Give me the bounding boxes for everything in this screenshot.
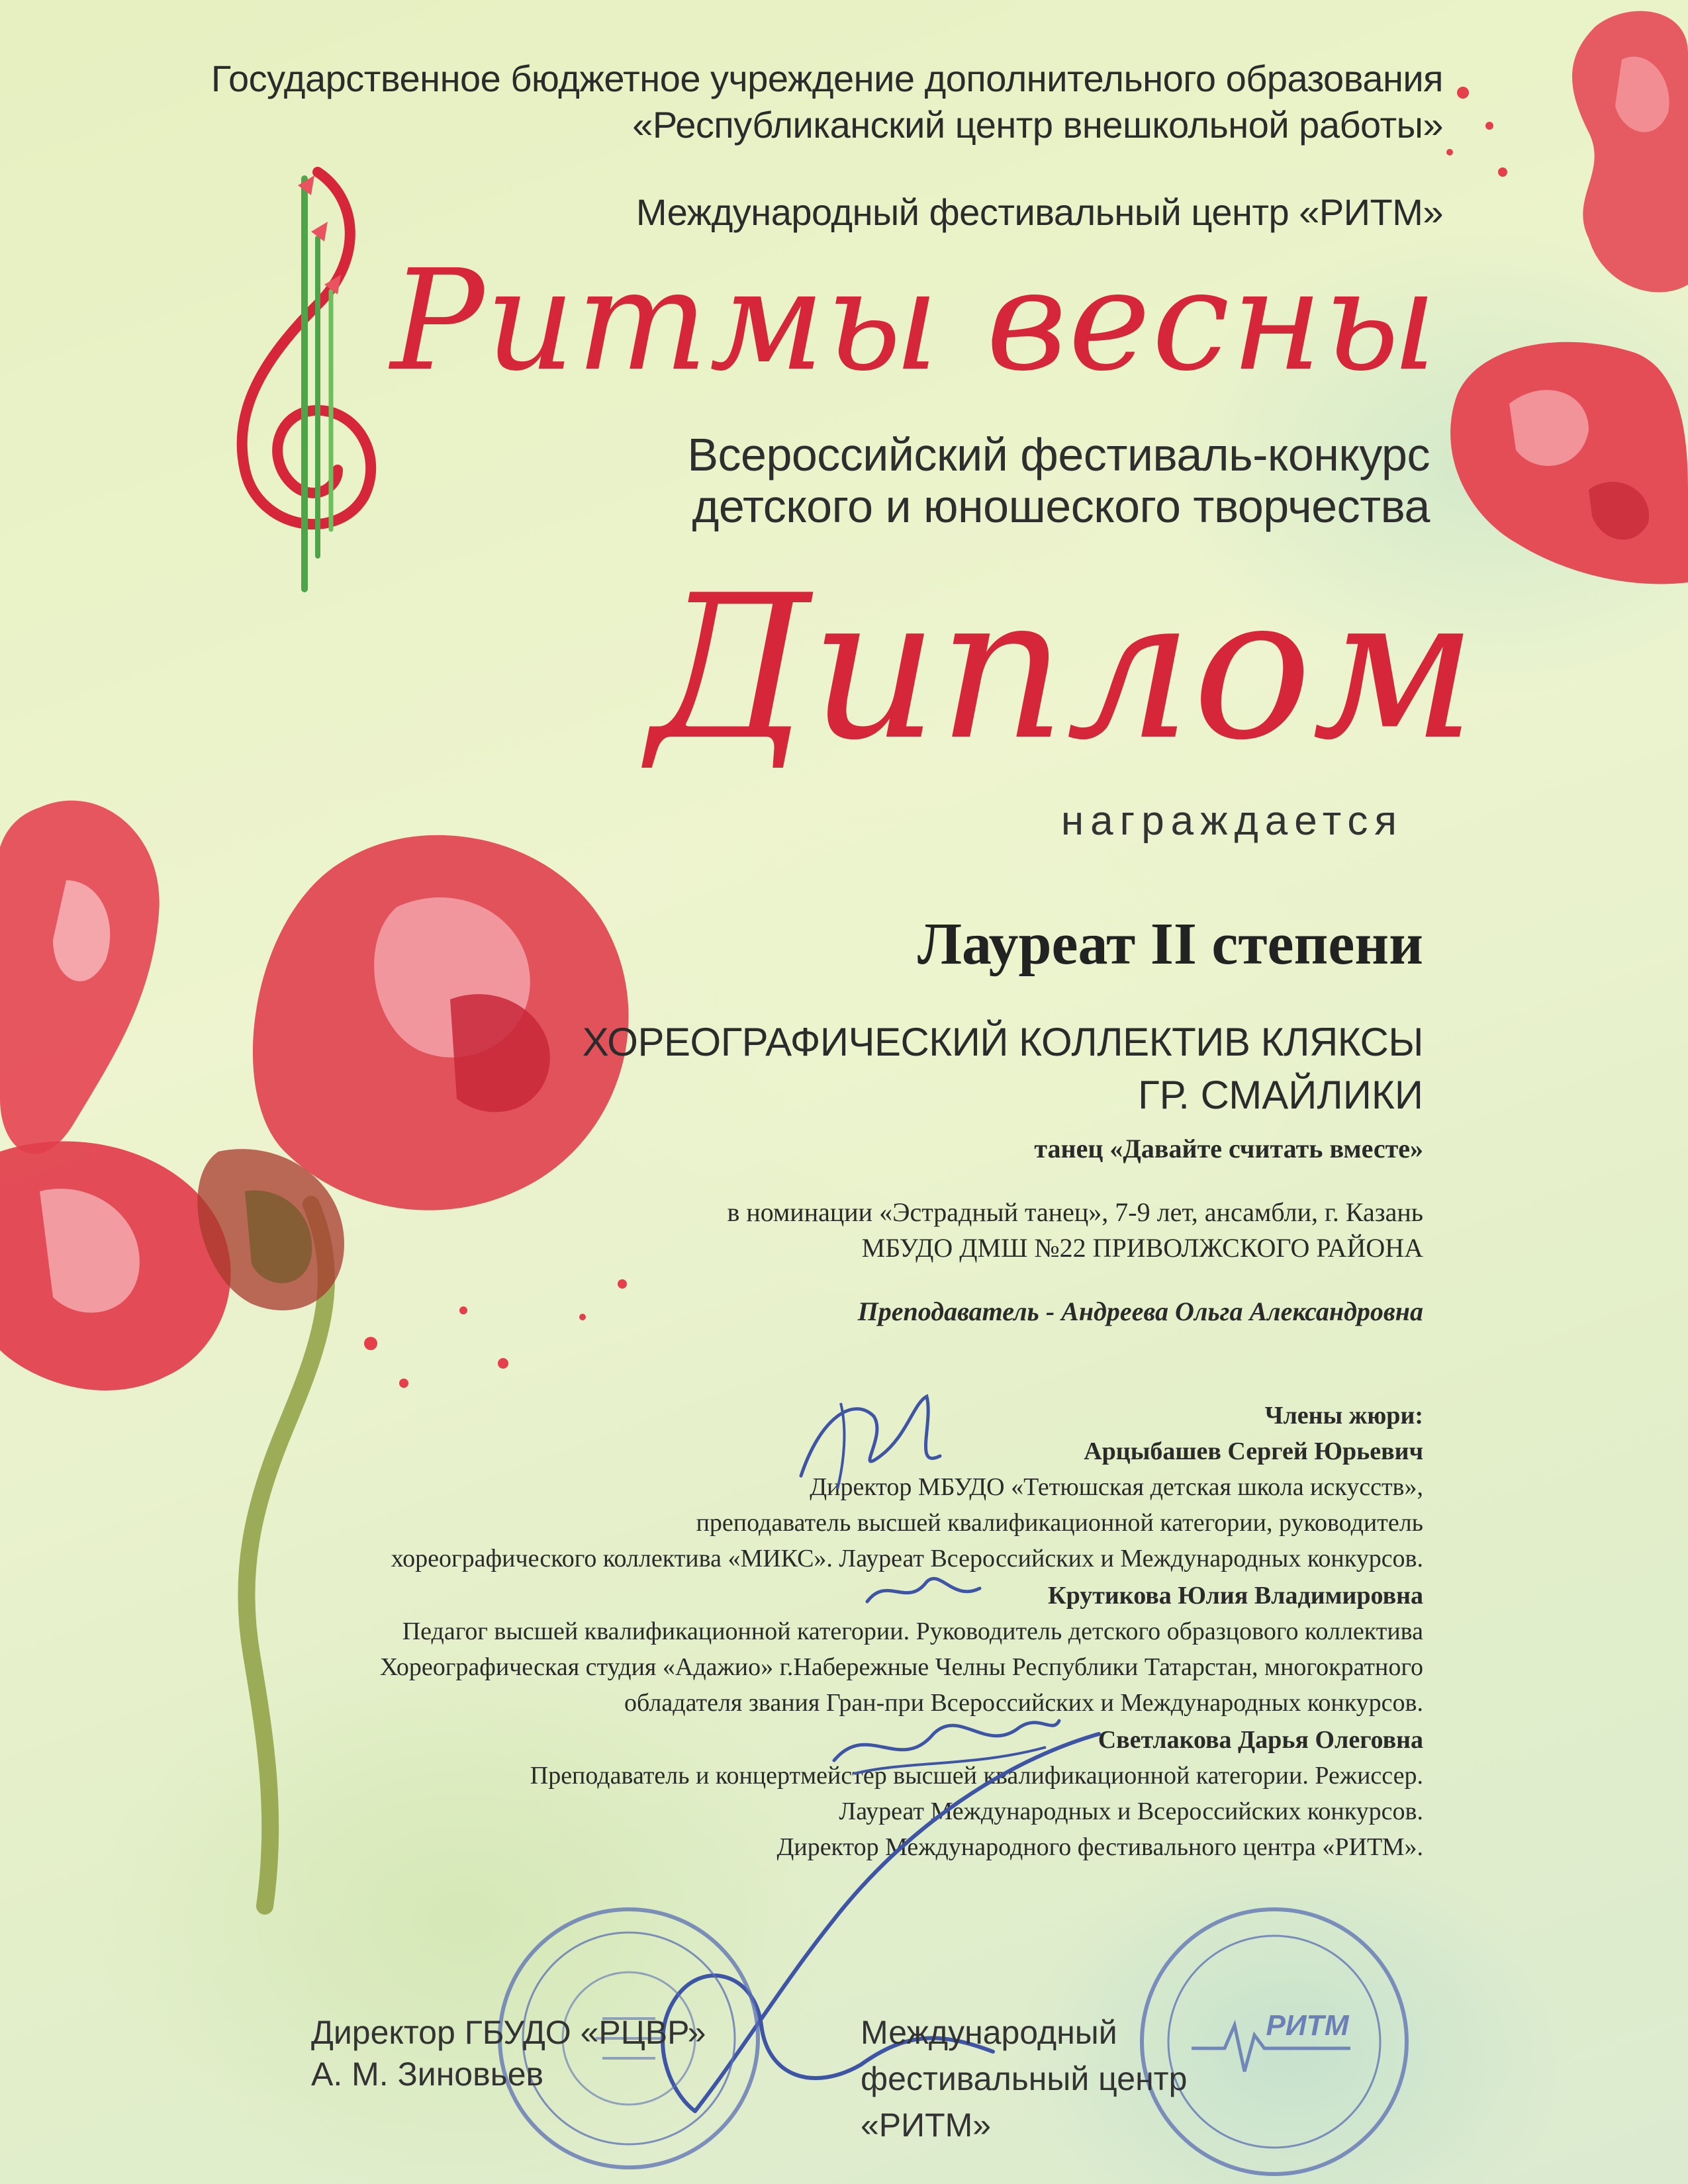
stamp-right-logo: РИТМ xyxy=(1266,2009,1349,2042)
jury-member-1-name: Арцыбашев Сергей Юрьевич xyxy=(1084,1437,1423,1465)
right-signatory-line-3: «РИТМ» xyxy=(861,2107,992,2144)
organization-line-2: «Республиканский центр внешкольной работы» xyxy=(632,104,1443,146)
jury-member-2-name: Крутикова Юлия Владимировна xyxy=(1048,1582,1423,1610)
participant-line-2: ГР. СМАЙЛИКИ xyxy=(1138,1073,1423,1117)
festival-center-line: Международный фестивальный центр «РИТМ» xyxy=(635,191,1443,233)
right-signatory-line-2: фестивальный центр xyxy=(861,2060,1188,2097)
festival-subtitle-line-2: детского и юношеского творчества xyxy=(692,480,1430,532)
left-signatory-name: А. М. Зиновьев xyxy=(311,2056,544,2093)
jury-member-3-name: Светлакова Дарья Олеговна xyxy=(1098,1726,1423,1754)
jury-member-2-line-3: обладателя звания Гран-при Всероссийских и Международных конкурсов. xyxy=(624,1689,1423,1717)
festival-subtitle-line-1: Всероссийский фестиваль-конкурс xyxy=(687,429,1430,480)
jury-member-3-line-1: Преподаватель и концертмейстер высшей квалификационной категории. Режиссер. xyxy=(530,1762,1423,1790)
teacher-line: Преподаватель - Андреева Ольга Александровна xyxy=(857,1297,1423,1326)
jury-signature-1 xyxy=(781,1377,953,1509)
jury-member-1-line-2: преподаватель высшей квалификационной категории, руководитель xyxy=(696,1509,1423,1537)
award-degree: Лауреат II степени xyxy=(917,911,1423,977)
jury-member-2-line-2: Хореографическая студия «Адажио» г.Набережные Челны Республики Татарстан, многократного xyxy=(379,1653,1423,1681)
organization-line-1: Государственное бюджетное учреждение дополнительного образования xyxy=(211,58,1443,99)
festival-logo-title: Ритмы весны xyxy=(391,240,1439,402)
awarded-label: награждается xyxy=(1060,798,1403,844)
participant-line-1: ХОРЕОГРАФИЧЕСКИЙ КОЛЛЕКТИВ КЛЯКСЫ xyxy=(582,1020,1423,1064)
stamp-right xyxy=(1132,1899,1417,2184)
right-signatory-line-1: Международный xyxy=(861,2014,1117,2051)
jury-member-1-line-3: хореографического коллектива «МИКС». Лауреат Всероссийских и Международных конкурсов. xyxy=(391,1545,1423,1572)
jury-signature-2 xyxy=(861,1562,993,1621)
flower-top-right-decoration xyxy=(1509,0,1688,304)
jury-member-2-line-1: Педагог высшей квалификационной категории. Руководитель детского образцового коллектива xyxy=(402,1617,1423,1645)
jury-heading: Члены жюри: xyxy=(1264,1402,1423,1430)
jury-member-3-line-2: Лауреат Международных и Всероссийских конкурсов. xyxy=(839,1797,1423,1825)
jury-member-1-line-1: Директор МБУДО «Тетюшская детская школа искусств», xyxy=(810,1473,1423,1501)
school-line: МБУДО ДМШ №22 ПРИВОЛЖСКОГО РАЙОНА xyxy=(861,1233,1423,1263)
treble-clef-logo-icon xyxy=(205,159,404,609)
diploma-title: Диплом xyxy=(649,553,1477,784)
dance-title: танец «Давайте считать вместе» xyxy=(1034,1134,1423,1163)
nomination-line: в номинации «Эстрадный танец», 7-9 лет, ансамбли, г. Казань xyxy=(727,1197,1423,1227)
left-signatory-title: Директор ГБУДО «РЦВР» xyxy=(311,2014,706,2051)
jury-member-3-line-3: Директор Международного фестивального центра «РИТМ». xyxy=(776,1833,1423,1861)
